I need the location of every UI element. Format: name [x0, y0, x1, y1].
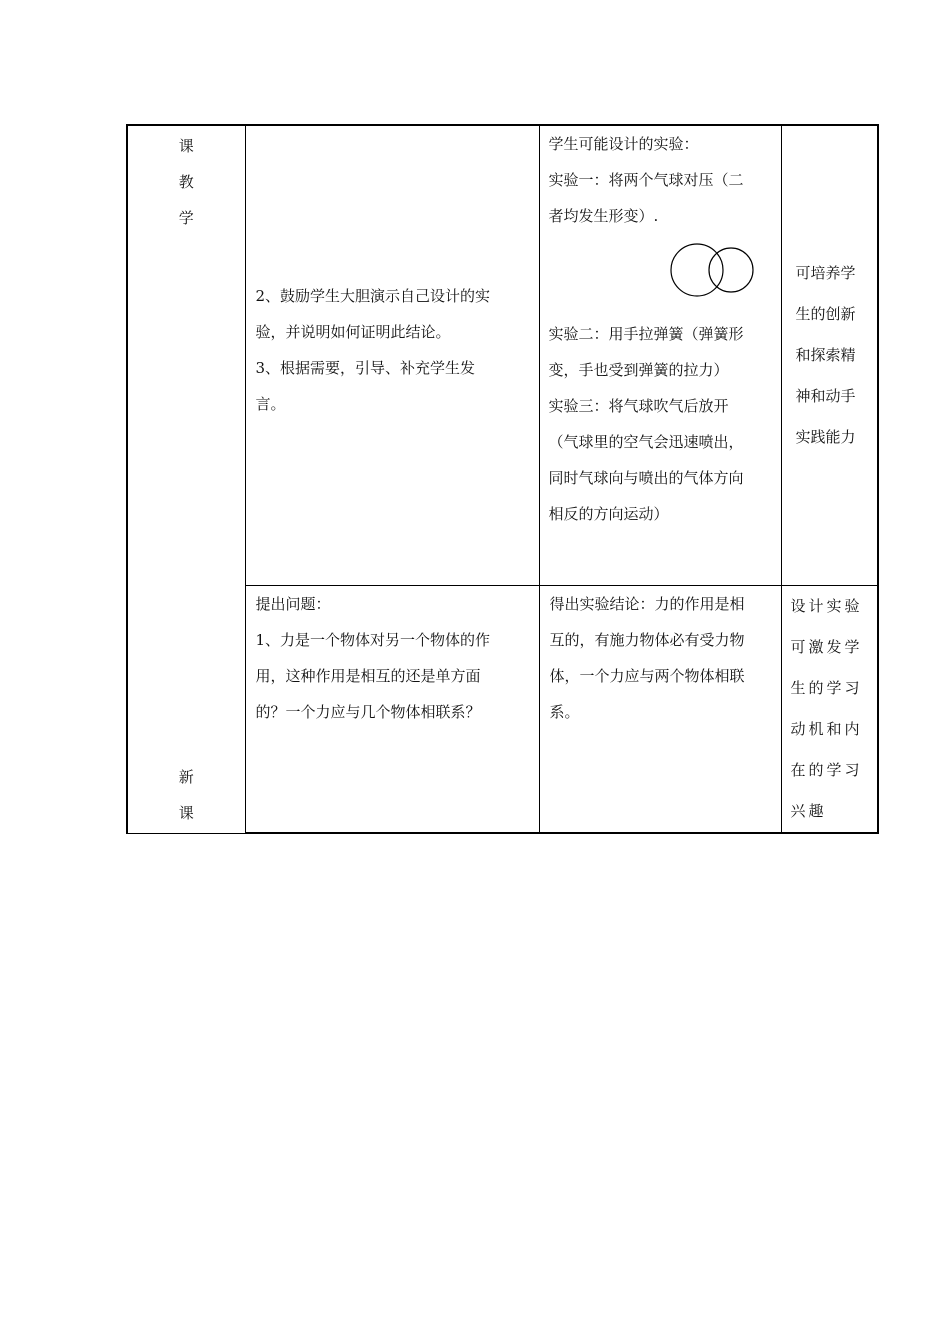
text-line: 兴趣 — [790, 802, 827, 820]
text-line: 实验三：将气球吹气后放开 — [548, 397, 729, 415]
lesson-plan-table — [126, 124, 879, 834]
text-line: 互的，有施力物体必有受力物 — [549, 631, 745, 649]
text-line: 和探索精 — [795, 346, 856, 364]
text-line: 得出实验结论：力的作用是相 — [549, 595, 745, 613]
text-line: 实验一：将两个气球对压（二 — [548, 171, 744, 189]
text-line: 提出问题： — [255, 595, 331, 613]
teacher-activity-cell — [245, 586, 539, 834]
text-line: 1、力是一个物体对另一个物体的作 — [255, 631, 491, 649]
text-line: 可培养学 — [795, 264, 856, 282]
text-line: 变，手也受到弹簧的拉力） — [548, 361, 729, 379]
text-line: 动机和内 — [790, 720, 863, 738]
stage-char: 新 — [178, 767, 194, 786]
stage-label-bottom — [128, 759, 245, 831]
text-line: 神和动手 — [795, 387, 856, 405]
stage-cell — [127, 125, 245, 833]
two-balloons-diagram — [669, 240, 759, 300]
text-line: 3、根据需要，引导、补充学生发 — [255, 359, 476, 377]
stage-char: 学 — [178, 209, 194, 227]
text-line: 系。 — [549, 703, 580, 721]
stage-label-top — [128, 128, 245, 236]
text-line: 者均发生形变）. — [548, 207, 659, 225]
text-line: 在的学习 — [790, 761, 863, 779]
student-activity-cell — [539, 125, 781, 586]
text-line: 验，并说明如何证明此结论。 — [255, 323, 451, 341]
text-line: 2、鼓励学生大胆演示自己设计的实 — [255, 287, 491, 305]
design-purpose-cell — [781, 125, 878, 586]
student-activity-cell — [539, 586, 781, 834]
stage-char: 课 — [178, 803, 194, 822]
stage-char: 教 — [178, 173, 194, 191]
text-line: 学生可能设计的实验： — [548, 135, 699, 153]
text-line: 设计实验 — [790, 597, 863, 615]
teacher-activity-cell — [245, 125, 539, 586]
text-line: 体，一个力应与两个物体相联 — [549, 667, 745, 685]
design-purpose-cell — [781, 586, 878, 834]
text-line: 实验二：用手拉弹簧（弹簧形 — [548, 325, 744, 343]
stage-char: 课 — [178, 137, 194, 155]
text-line: 相反的方向运动） — [548, 505, 669, 523]
text-line: 用，这种作用是相互的还是单方面 — [255, 667, 481, 685]
balloons-figure — [549, 234, 775, 316]
balloon-left — [671, 244, 723, 296]
text-line: 言。 — [255, 395, 286, 413]
text-line: 生的创新 — [795, 305, 856, 323]
text-line: 实践能力 — [795, 428, 856, 446]
balloon-right — [709, 248, 753, 292]
table-row — [127, 125, 878, 586]
text-line: 的？一个力应与几个物体相联系？ — [255, 703, 481, 721]
text-line: 可激发学 — [790, 638, 863, 656]
text-line: （气球里的空气会迅速喷出， — [548, 433, 744, 451]
text-line: 生的学习 — [790, 679, 863, 697]
text-line: 同时气球向与喷出的气体方向 — [548, 469, 744, 487]
